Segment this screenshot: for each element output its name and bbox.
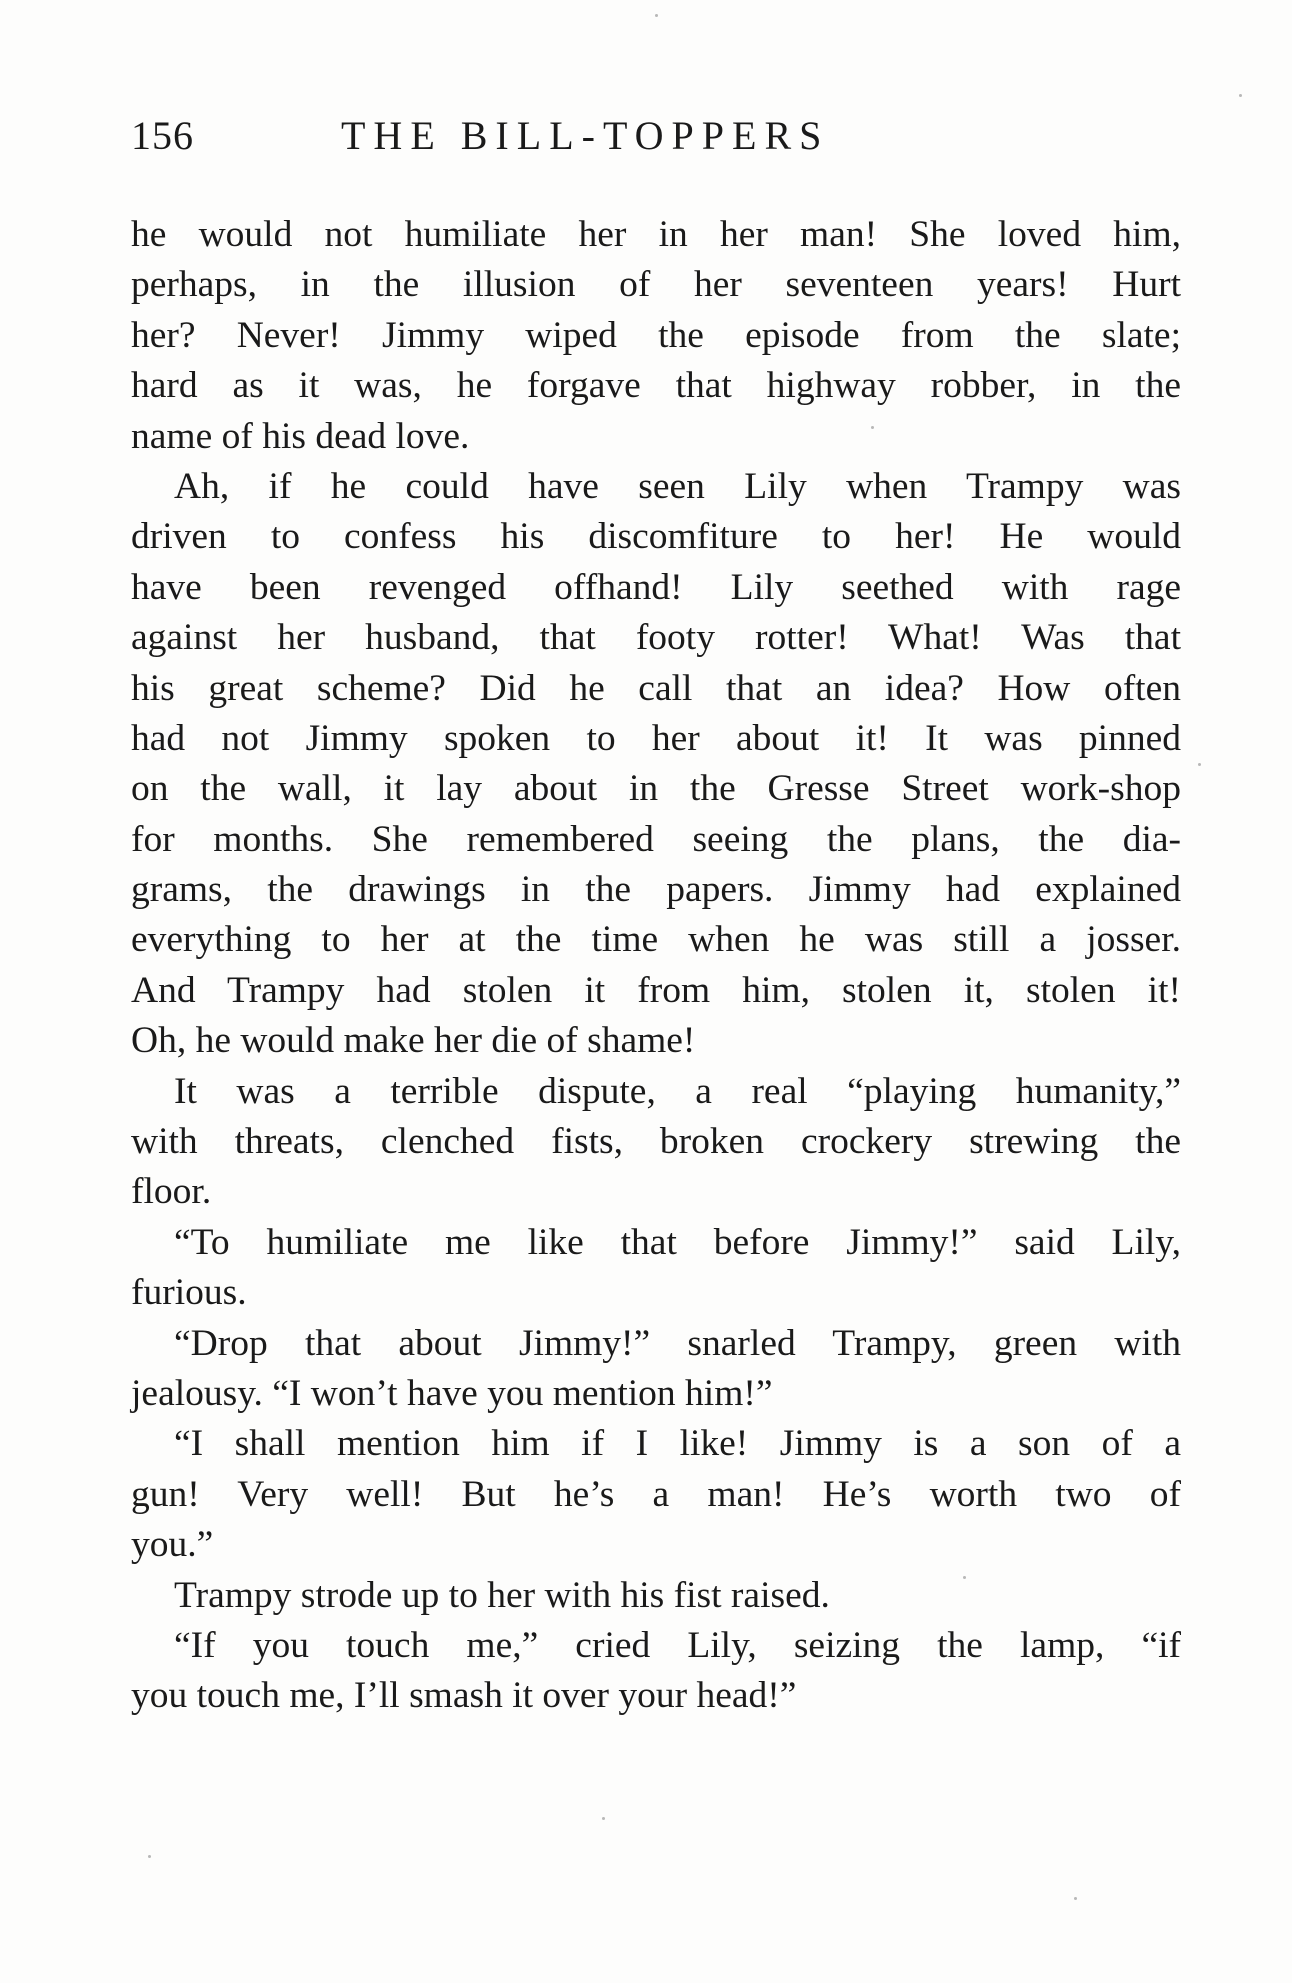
text-line: against her husband, that footy rotter! What! Was that — [131, 617, 1181, 659]
text-line: gun! Very well! But he’s a man! He’s worth two of — [131, 1473, 1181, 1515]
running-title: THE BILL-TOPPERS — [341, 113, 830, 158]
text-line: his great scheme? Did he call that an idea? How often — [131, 667, 1181, 709]
page-header — [131, 112, 1181, 172]
paper-speck — [1074, 1897, 1077, 1900]
text-line: floor. — [131, 1171, 212, 1213]
text-line: you.” — [131, 1524, 214, 1566]
paper-speck — [871, 426, 874, 429]
text-line: Oh, he would make her die of shame! — [131, 1020, 696, 1062]
text-line: grams, the drawings in the papers. Jimmy had explained — [131, 869, 1181, 911]
text-line: her? Never! Jimmy wiped the episode from the slate; — [131, 314, 1181, 356]
text-line: Ah, if he could have seen Lily when Trampy was — [174, 465, 1181, 507]
text-line: furious. — [131, 1272, 247, 1314]
text-line: And Trampy had stolen it from him, stolen it, stolen it! — [131, 969, 1181, 1011]
text-line: hard as it was, he forgave that highway robber, in the — [131, 365, 1181, 407]
text-line: had not Jimmy spoken to her about it! It was pinned — [131, 717, 1181, 759]
text-line: name of his dead love. — [131, 415, 470, 457]
text-line: on the wall, it lay about in the Gresse Street work-shop — [131, 768, 1181, 810]
text-line: “Drop that about Jimmy!” snarled Trampy, green with — [174, 1322, 1181, 1364]
paper-speck — [963, 1576, 966, 1579]
paper-speck — [602, 1817, 605, 1820]
page-number: 156 — [131, 113, 194, 158]
text-line: “I shall mention him if I like! Jimmy is a son of a — [174, 1423, 1181, 1465]
text-line: have been revenged offhand! Lily seethed with rage — [131, 566, 1181, 608]
text-line: jealousy. “I won’t have you mention him!” — [131, 1372, 773, 1414]
body-text — [131, 210, 1181, 1722]
paper-speck — [148, 1855, 151, 1858]
text-line: It was a terrible dispute, a real “playing humanity,” — [174, 1070, 1181, 1112]
text-line: “If you touch me,” cried Lily, seizing the lamp, “if — [174, 1624, 1181, 1666]
text-line: with threats, clenched fists, broken crockery strewing the — [131, 1121, 1181, 1163]
text-line: “To humiliate me like that before Jimmy!” said Lily, — [174, 1221, 1181, 1263]
paper-speck — [1239, 94, 1242, 97]
text-line: he would not humiliate her in her man! She loved him, — [131, 214, 1181, 255]
text-line: perhaps, in the illusion of her seventeen years! Hurt — [131, 264, 1181, 306]
text-line: driven to confess his discomfiture to her! He would — [131, 516, 1181, 558]
text-line: for months. She remembered seeing the plans, the dia- — [131, 818, 1181, 860]
text-line: everything to her at the time when he was still a josser. — [131, 919, 1181, 961]
paper-speck — [1198, 763, 1201, 766]
paper-speck — [655, 14, 658, 17]
text-line: Trampy strode up to her with his fist raised. — [174, 1574, 830, 1616]
text-line: you touch me, I’ll smash it over your head!” — [131, 1675, 797, 1717]
